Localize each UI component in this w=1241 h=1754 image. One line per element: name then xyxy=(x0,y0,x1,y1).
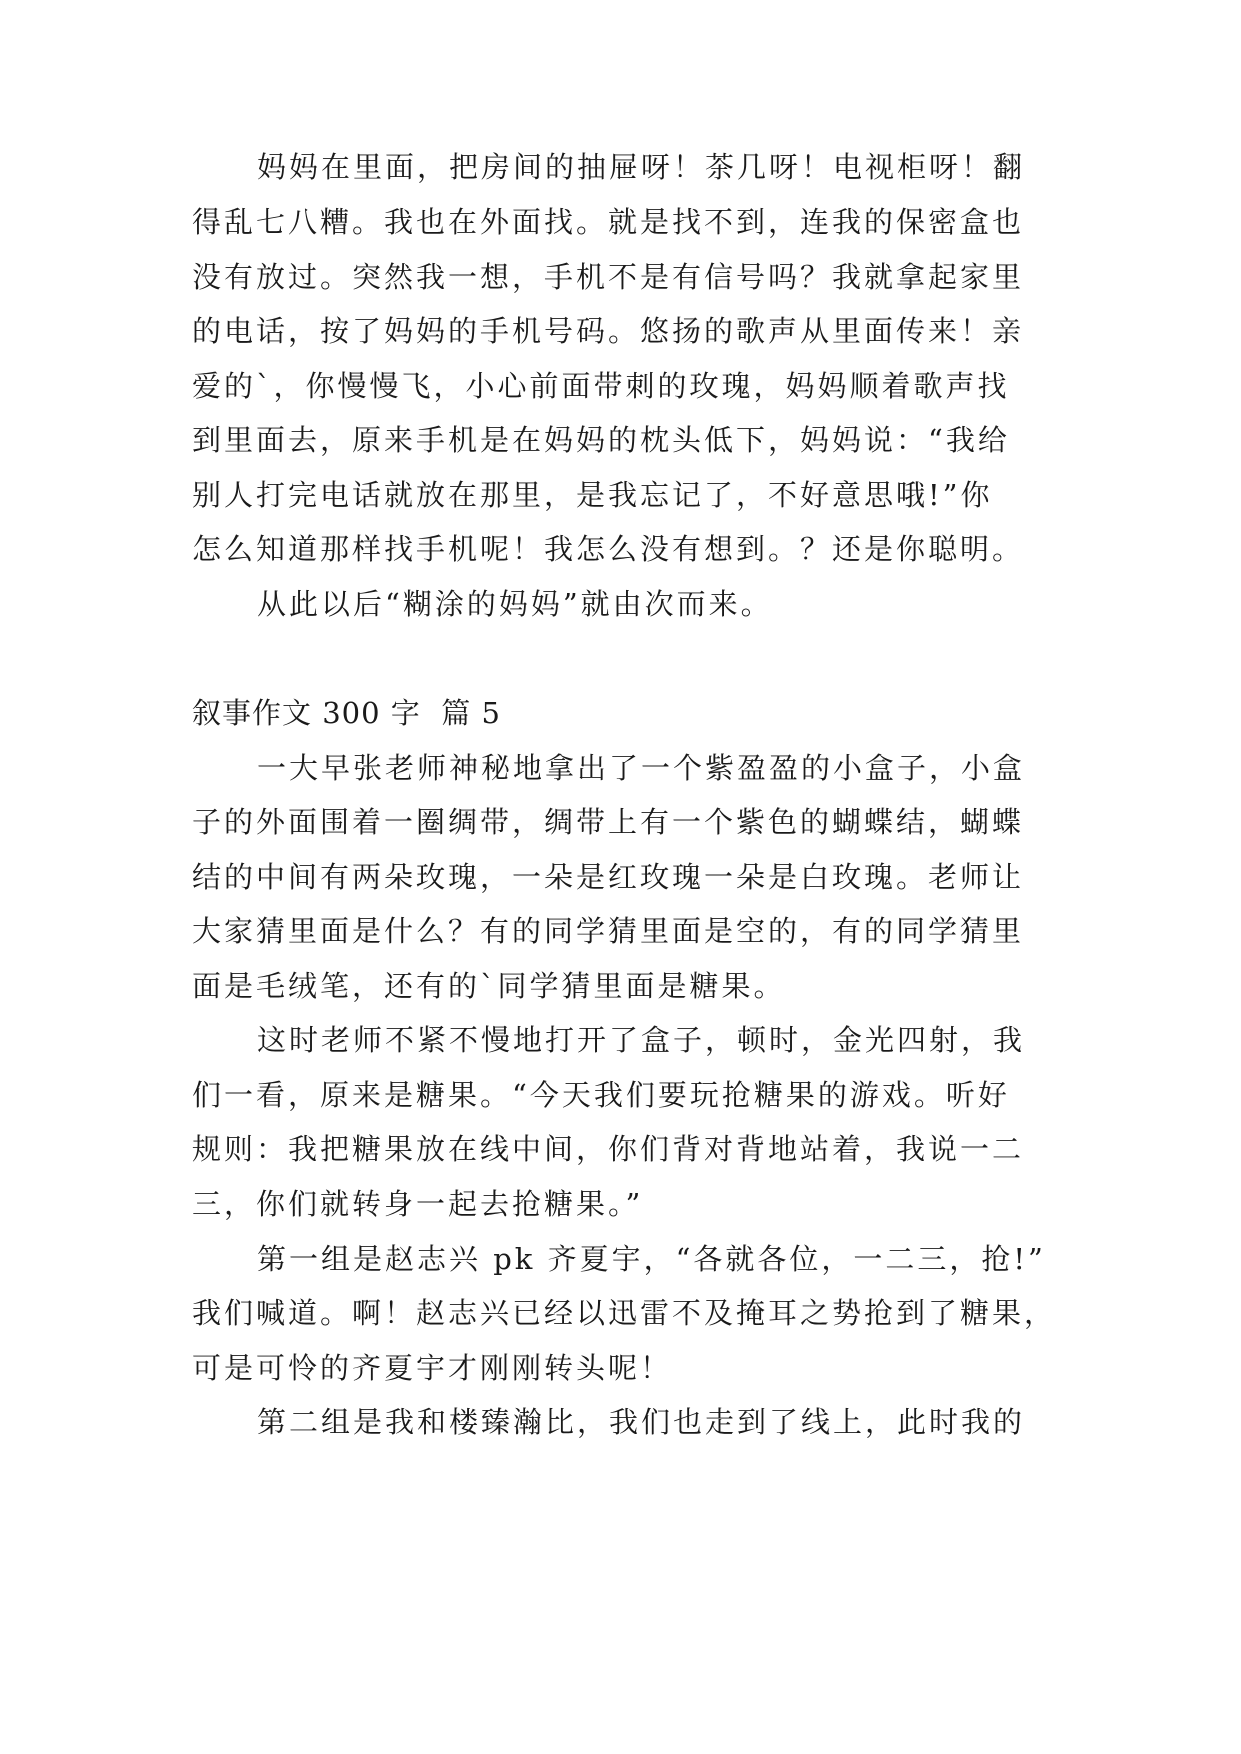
text-line: 大家猜里面是什么？有的同学猜里面是空的，有的同学猜里 xyxy=(192,914,1025,948)
text-line: 怎么知道那样找手机呢！我怎么没有想到。？还是你聪明。 xyxy=(192,532,1025,566)
text-line: 第一组是赵志兴 pk 齐夏宇，“各就各位，一二三，抢!” xyxy=(257,1242,1046,1276)
text-line: 没有放过。突然我一想，手机不是有信号吗？我就拿起家里 xyxy=(192,260,1025,294)
text-line: 别人打完电话就放在那里，是我忘记了，不好意思哦!”你 xyxy=(192,478,993,512)
text-line: 一大早张老师神秘地拿出了一个紫盈盈的小盒子，小盒 xyxy=(257,751,1026,785)
section-heading: 叙事作文 300 字 篇 5 xyxy=(192,696,501,730)
text-line: 我们喊道。啊！赵志兴已经以迅雷不及掩耳之势抢到了糖果， xyxy=(192,1296,1057,1330)
text-line: 爱的`，你慢慢飞，小心前面带刺的玫瑰，妈妈顺着歌声找 xyxy=(192,369,1010,403)
text-line: 得乱七八糟。我也在外面找。就是找不到，连我的保密盒也 xyxy=(192,205,1025,239)
text-line: 妈妈在里面，把房间的抽屉呀！茶几呀！电视柜呀！翻 xyxy=(257,150,1026,184)
text-line: 结的中间有两朵玫瑰，一朵是红玫瑰一朵是白玫瑰。老师让 xyxy=(192,860,1025,894)
text-line: 到里面去，原来手机是在妈妈的枕头低下，妈妈说：“我给 xyxy=(192,423,1010,457)
text-line: 们一看，原来是糖果。“今天我们要玩抢糖果的游戏。听好 xyxy=(192,1078,1010,1112)
text-line: 规则：我把糖果放在线中间，你们背对背地站着，我说一二 xyxy=(192,1132,1025,1166)
text-line: 的电话，按了妈妈的手机号码。悠扬的歌声从里面传来！亲 xyxy=(192,314,1025,348)
text-line: 子的外面围着一圈绸带，绸带上有一个紫色的蝴蝶结，蝴蝶 xyxy=(192,805,1025,839)
text-line: 可是可怜的齐夏宇才刚刚转头呢！ xyxy=(192,1351,673,1385)
text-line: 三，你们就转身一起去抢糖果。” xyxy=(192,1187,644,1221)
text-line: 这时老师不紧不慢地打开了盒子，顿时，金光四射，我 xyxy=(257,1023,1026,1057)
text-line: 第二组是我和楼臻瀚比，我们也走到了线上，此时我的 xyxy=(257,1405,1026,1439)
text-line: 面是毛绒笔，还有的`同学猜里面是糖果。 xyxy=(192,969,786,1003)
text-line: 从此以后“糊涂的妈妈”就由次而来。 xyxy=(257,587,773,621)
